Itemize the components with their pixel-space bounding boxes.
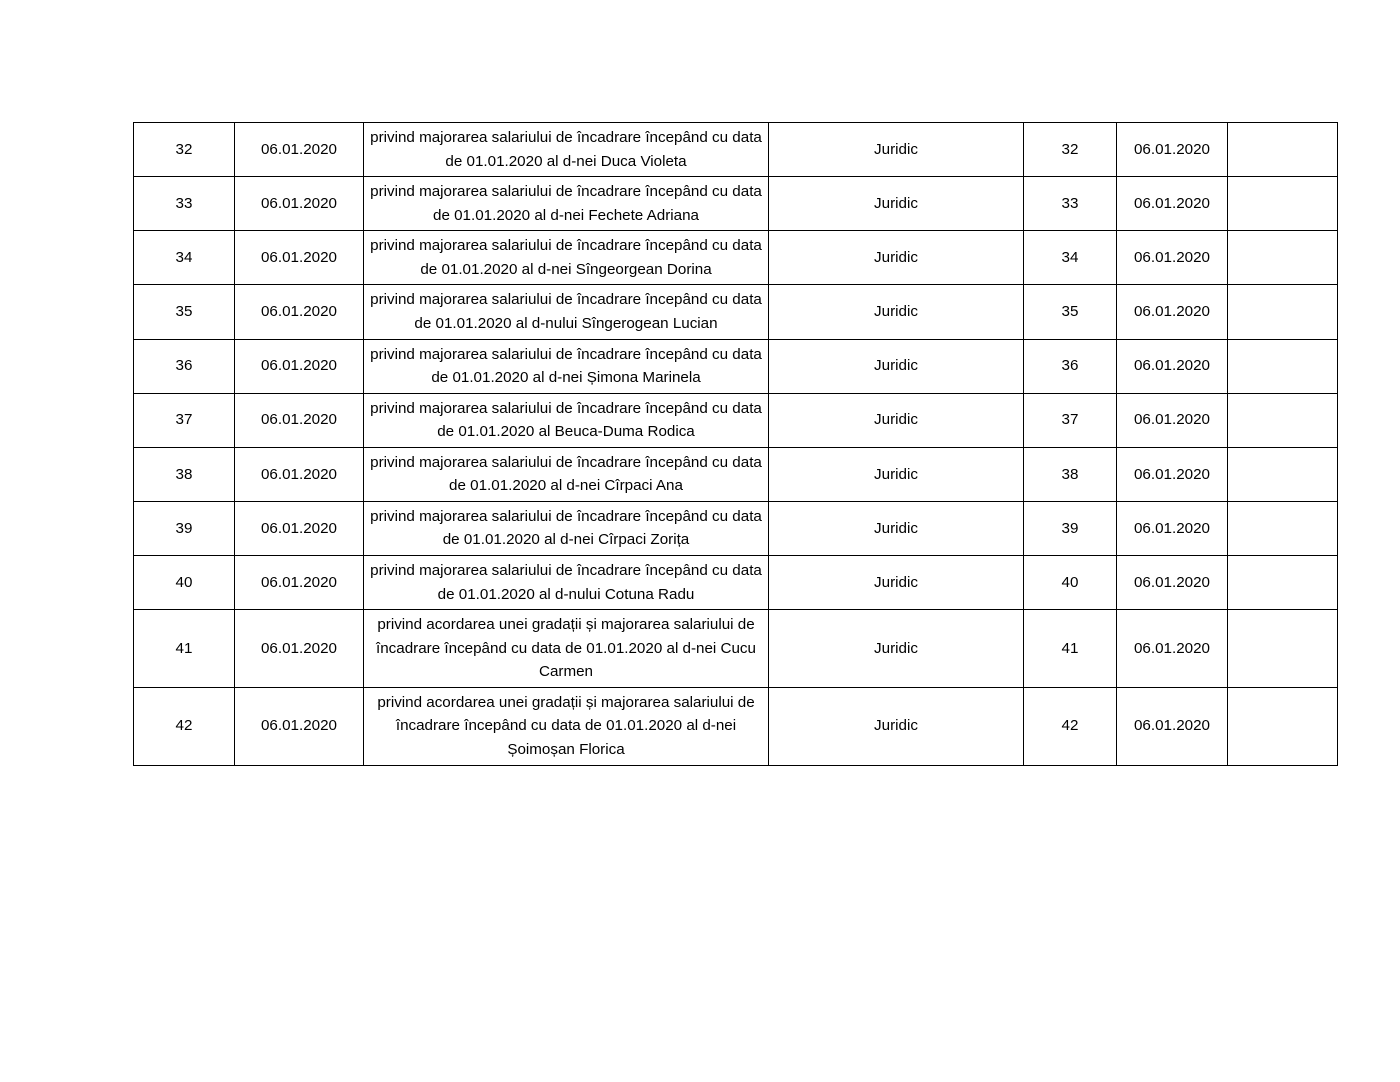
row-date-secondary: 06.01.2020 bbox=[1117, 177, 1228, 231]
row-number-secondary: 34 bbox=[1024, 231, 1117, 285]
register-table-body bbox=[134, 123, 1338, 766]
row-number: 34 bbox=[134, 231, 235, 285]
row-extra bbox=[1228, 285, 1338, 339]
table-row bbox=[134, 447, 1338, 501]
row-date-secondary: 06.01.2020 bbox=[1117, 556, 1228, 610]
row-number-secondary: 42 bbox=[1024, 687, 1117, 765]
table-row bbox=[134, 501, 1338, 555]
table-row bbox=[134, 177, 1338, 231]
row-extra bbox=[1228, 393, 1338, 447]
row-extra bbox=[1228, 177, 1338, 231]
row-number-secondary: 32 bbox=[1024, 123, 1117, 177]
row-date: 06.01.2020 bbox=[235, 231, 364, 285]
row-description: privind majorarea salariului de încadrare începând cu data de 01.01.2020 al Beuca-Duma Rodica bbox=[364, 393, 769, 447]
register-table bbox=[133, 122, 1338, 766]
row-date-secondary: 06.01.2020 bbox=[1117, 123, 1228, 177]
row-department: Juridic bbox=[769, 501, 1024, 555]
row-date-secondary: 06.01.2020 bbox=[1117, 285, 1228, 339]
row-date-secondary: 06.01.2020 bbox=[1117, 610, 1228, 688]
row-number-secondary: 35 bbox=[1024, 285, 1117, 339]
row-number: 41 bbox=[134, 610, 235, 688]
row-department: Juridic bbox=[769, 231, 1024, 285]
table-row bbox=[134, 687, 1338, 765]
row-number-secondary: 40 bbox=[1024, 556, 1117, 610]
row-extra bbox=[1228, 687, 1338, 765]
row-description: privind majorarea salariului de încadrare începând cu data de 01.01.2020 al d-nei Cîrpaci Ana bbox=[364, 447, 769, 501]
table-row bbox=[134, 285, 1338, 339]
row-extra bbox=[1228, 231, 1338, 285]
row-number: 37 bbox=[134, 393, 235, 447]
row-department: Juridic bbox=[769, 447, 1024, 501]
table-row bbox=[134, 123, 1338, 177]
row-date: 06.01.2020 bbox=[235, 393, 364, 447]
row-extra bbox=[1228, 123, 1338, 177]
row-description: privind acordarea unei gradații și majorarea salariului de încadrare începând cu data de 01.01.2020 al d-nei Șoimoșan Florica bbox=[364, 687, 769, 765]
row-department: Juridic bbox=[769, 393, 1024, 447]
row-description: privind majorarea salariului de încadrare începând cu data de 01.01.2020 al d-nului Cotuna Radu bbox=[364, 556, 769, 610]
row-extra bbox=[1228, 610, 1338, 688]
row-number: 42 bbox=[134, 687, 235, 765]
row-description: privind majorarea salariului de încadrare începând cu data de 01.01.2020 al d-nului Sîngerogean Lucian bbox=[364, 285, 769, 339]
row-number-secondary: 38 bbox=[1024, 447, 1117, 501]
row-number-secondary: 33 bbox=[1024, 177, 1117, 231]
row-date: 06.01.2020 bbox=[235, 556, 364, 610]
row-date: 06.01.2020 bbox=[235, 687, 364, 765]
row-description: privind majorarea salariului de încadrare începând cu data de 01.01.2020 al d-nei Cîrpaci Zorița bbox=[364, 501, 769, 555]
row-department: Juridic bbox=[769, 687, 1024, 765]
row-date-secondary: 06.01.2020 bbox=[1117, 501, 1228, 555]
row-description: privind acordarea unei gradații și majorarea salariului de încadrare începând cu data de 01.01.2020 al d-nei Cucu Carmen bbox=[364, 610, 769, 688]
row-date: 06.01.2020 bbox=[235, 123, 364, 177]
row-number: 38 bbox=[134, 447, 235, 501]
row-number: 39 bbox=[134, 501, 235, 555]
row-number: 36 bbox=[134, 339, 235, 393]
row-date: 06.01.2020 bbox=[235, 285, 364, 339]
row-date: 06.01.2020 bbox=[235, 501, 364, 555]
row-date-secondary: 06.01.2020 bbox=[1117, 393, 1228, 447]
row-number: 40 bbox=[134, 556, 235, 610]
row-date-secondary: 06.01.2020 bbox=[1117, 231, 1228, 285]
row-department: Juridic bbox=[769, 339, 1024, 393]
table-row bbox=[134, 393, 1338, 447]
row-number: 33 bbox=[134, 177, 235, 231]
row-number: 35 bbox=[134, 285, 235, 339]
register-table-container bbox=[133, 122, 1267, 766]
row-description: privind majorarea salariului de încadrare începând cu data de 01.01.2020 al d-nei Duca Violeta bbox=[364, 123, 769, 177]
row-department: Juridic bbox=[769, 285, 1024, 339]
table-row bbox=[134, 339, 1338, 393]
row-extra bbox=[1228, 556, 1338, 610]
table-row bbox=[134, 556, 1338, 610]
row-number-secondary: 39 bbox=[1024, 501, 1117, 555]
table-row bbox=[134, 610, 1338, 688]
row-department: Juridic bbox=[769, 177, 1024, 231]
row-date: 06.01.2020 bbox=[235, 610, 364, 688]
row-date-secondary: 06.01.2020 bbox=[1117, 687, 1228, 765]
row-date-secondary: 06.01.2020 bbox=[1117, 339, 1228, 393]
row-date: 06.01.2020 bbox=[235, 339, 364, 393]
row-date-secondary: 06.01.2020 bbox=[1117, 447, 1228, 501]
row-department: Juridic bbox=[769, 123, 1024, 177]
row-date: 06.01.2020 bbox=[235, 447, 364, 501]
row-department: Juridic bbox=[769, 610, 1024, 688]
row-number-secondary: 37 bbox=[1024, 393, 1117, 447]
row-number-secondary: 36 bbox=[1024, 339, 1117, 393]
row-number-secondary: 41 bbox=[1024, 610, 1117, 688]
row-extra bbox=[1228, 447, 1338, 501]
row-department: Juridic bbox=[769, 556, 1024, 610]
row-date: 06.01.2020 bbox=[235, 177, 364, 231]
row-extra bbox=[1228, 339, 1338, 393]
table-row bbox=[134, 231, 1338, 285]
row-description: privind majorarea salariului de încadrare începând cu data de 01.01.2020 al d-nei Șimona Marinela bbox=[364, 339, 769, 393]
row-extra bbox=[1228, 501, 1338, 555]
row-description: privind majorarea salariului de încadrare începând cu data de 01.01.2020 al d-nei Fechete Adriana bbox=[364, 177, 769, 231]
row-description: privind majorarea salariului de încadrare începând cu data de 01.01.2020 al d-nei Sîngeorgean Dorina bbox=[364, 231, 769, 285]
row-number: 32 bbox=[134, 123, 235, 177]
